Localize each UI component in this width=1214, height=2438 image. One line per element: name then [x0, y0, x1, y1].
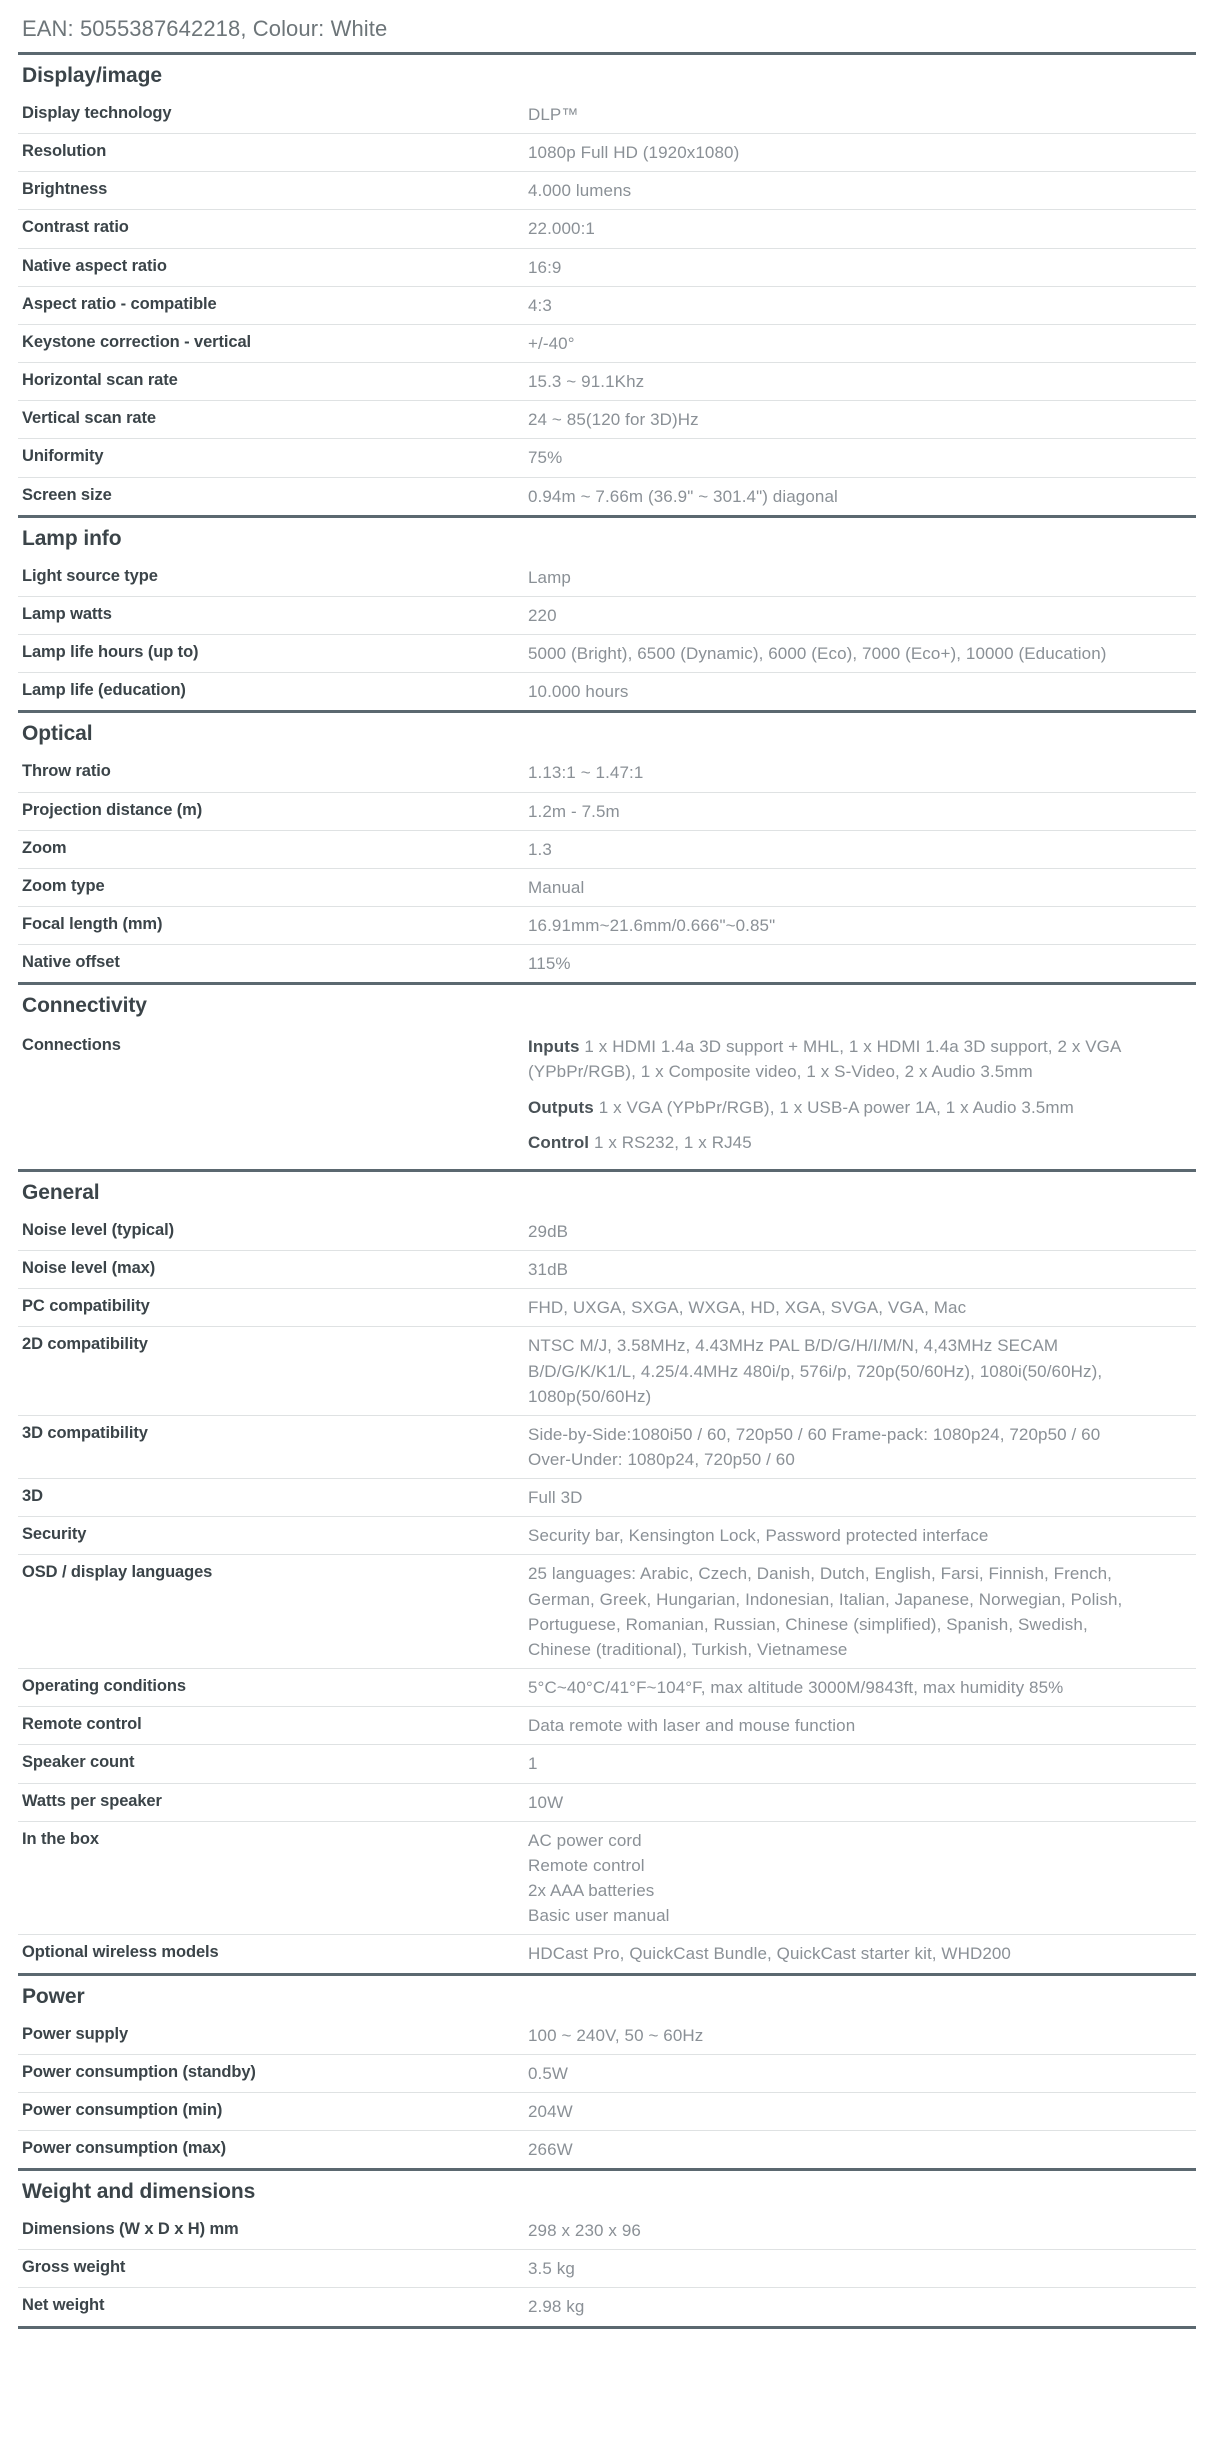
spec-label: 3D compatibility	[22, 1423, 148, 1442]
spec-row	[18, 1784, 1196, 1821]
spec-row	[18, 945, 1196, 982]
connection-group	[528, 1095, 1128, 1120]
spec-label: Focal length (mm)	[22, 914, 163, 933]
spec-row	[18, 1555, 1196, 1668]
spec-row	[18, 1707, 1196, 1744]
spec-value	[528, 1034, 1128, 1155]
spec-row	[18, 1289, 1196, 1326]
spec-value: Security bar, Kensington Lock, Password protected interface	[528, 1526, 989, 1546]
spec-value: Data remote with laser and mouse function	[528, 1716, 856, 1736]
spec-label: Light source type	[22, 566, 158, 585]
ean-colour-header: EAN: 5055387642218, Colour: White	[22, 16, 388, 41]
spec-label: 3D	[22, 1487, 43, 1506]
spec-label: Brightness	[22, 180, 108, 199]
spec-value: 204W	[528, 2101, 573, 2121]
spec-value: 266W	[528, 2139, 573, 2159]
section-title: Connectivity	[22, 994, 147, 1018]
spec-row	[18, 1213, 1196, 1250]
section-title: Power	[22, 1984, 85, 2008]
spec-row	[18, 478, 1196, 515]
connection-group-text: 1 x VGA (YPbPr/RGB), 1 x USB-A power 1A, 1 x Audio 3.5mm	[598, 1097, 1074, 1117]
spec-row	[18, 1935, 1196, 1972]
spec-label: Net weight	[22, 2296, 105, 2315]
section-title: General	[22, 1180, 100, 1204]
spec-row	[18, 907, 1196, 944]
spec-row	[18, 2288, 1196, 2325]
spec-row	[18, 134, 1196, 171]
connection-group-label: Control	[528, 1132, 590, 1152]
spec-label: Zoom	[22, 838, 67, 857]
spec-value: 1.2m - 7.5m	[528, 801, 620, 821]
spec-label: Uniformity	[22, 447, 104, 466]
spec-label: Operating conditions	[22, 1677, 186, 1696]
connection-group-label: Outputs	[528, 1097, 594, 1117]
spec-row	[18, 325, 1196, 362]
spec-row	[18, 2093, 1196, 2130]
spec-label: Noise level (typical)	[22, 1220, 174, 1239]
spec-value: 5000 (Bright), 6500 (Dynamic), 6000 (Eco), 7000 (Eco+), 10000 (Education)	[528, 644, 1107, 664]
spec-label: OSD / display languages	[22, 1563, 213, 1582]
spec-value: 220	[528, 605, 557, 625]
spec-value: 115%	[528, 954, 571, 974]
spec-label: Throw ratio	[22, 762, 111, 781]
spec-label: Remote control	[22, 1715, 142, 1734]
spec-row	[18, 1822, 1196, 1935]
spec-label: Aspect ratio - compatible	[22, 294, 217, 313]
spec-value: 22.000:1	[528, 219, 595, 239]
connection-group	[528, 1130, 1128, 1155]
spec-label: Contrast ratio	[22, 218, 129, 237]
spec-row	[18, 363, 1196, 400]
spec-value-line: Basic user manual	[528, 1906, 670, 1926]
spec-label: Lamp life hours (up to)	[22, 643, 199, 662]
spec-row	[18, 172, 1196, 209]
spec-row	[18, 210, 1196, 247]
spec-label: Keystone correction - vertical	[22, 332, 251, 351]
spec-label: Gross weight	[22, 2258, 126, 2277]
spec-value: 4:3	[528, 295, 552, 315]
spec-label: PC compatibility	[22, 1297, 150, 1316]
spec-value: +/-40°	[528, 333, 575, 353]
spec-value: 25 languages: Arabic, Czech, Danish, Dutch, English, Farsi, Finnish, French, German, Greek, Hungarian, Indonesian, Italian, Japanese, Norwegian, Polish, Portuguese, Romanian, Russian, Chinese (simplified), Spanish, Swedish, Chinese (traditional), Turkish, Vietnamese	[528, 1564, 1123, 1659]
spec-value: 2.98 kg	[528, 2297, 585, 2317]
spec-value	[528, 1828, 1196, 1929]
spec-value: 75%	[528, 448, 563, 468]
spec-label: Vertical scan rate	[22, 409, 156, 428]
spec-value: Manual	[528, 877, 585, 897]
spec-row	[18, 831, 1196, 868]
spec-label: Watts per speaker	[22, 1791, 162, 1810]
spec-value: 0.5W	[528, 2063, 569, 2083]
spec-label: Horizontal scan rate	[22, 371, 178, 390]
spec-label: Power supply	[22, 2024, 129, 2043]
spec-value: NTSC M/J, 3.58MHz, 4.43MHz PAL B/D/G/H/I/M/N, 4,43MHz SECAM B/D/G/K/K1/L, 4.25/4.4MHz 480i/p, 576i/p, 720p(50/60Hz), 1080i(50/60Hz), 1080p(50/60Hz)	[528, 1336, 1103, 1406]
spec-value: 5°C~40°C/41°F~104°F, max altitude 3000M/9843ft, max humidity 85%	[528, 1678, 1064, 1698]
spec-row	[18, 1026, 1196, 1169]
connection-group-text: 1 x RS232, 1 x RJ45	[593, 1132, 752, 1152]
spec-row	[18, 2055, 1196, 2092]
spec-row	[18, 635, 1196, 672]
spec-value: 1	[528, 1754, 538, 1774]
spec-value: 100 ~ 240V, 50 ~ 60Hz	[528, 2025, 704, 2045]
spec-row	[18, 96, 1196, 133]
spec-value-line: AC power cord	[528, 1830, 642, 1850]
spec-value: Full 3D	[528, 1488, 583, 1508]
spec-row	[18, 869, 1196, 906]
spec-value: 1080p Full HD (1920x1080)	[528, 143, 740, 163]
spec-label: Native offset	[22, 953, 120, 972]
spec-value: 31dB	[528, 1260, 569, 1280]
spec-label: Screen size	[22, 485, 112, 504]
section-title: Lamp info	[22, 526, 122, 550]
spec-value: 10.000 hours	[528, 682, 629, 702]
spec-label: Lamp life (education)	[22, 681, 186, 700]
spec-label: Noise level (max)	[22, 1259, 156, 1278]
spec-label: Native aspect ratio	[22, 256, 167, 275]
connection-group	[528, 1034, 1128, 1084]
spec-sections	[18, 52, 1196, 2329]
spec-row	[18, 1327, 1196, 1414]
spec-label: Zoom type	[22, 876, 105, 895]
spec-row	[18, 439, 1196, 476]
spec-label: Power consumption (max)	[22, 2138, 226, 2157]
section-title: Display/image	[22, 64, 162, 87]
spec-label: Dimensions (W x D x H) mm	[22, 2220, 239, 2239]
spec-label: Lamp watts	[22, 604, 112, 623]
spec-row	[18, 2212, 1196, 2249]
spec-row	[18, 2131, 1196, 2168]
spec-value: 4.000 lumens	[528, 181, 632, 201]
spec-label: Power consumption (min)	[22, 2100, 223, 2119]
spec-label: Power consumption (standby)	[22, 2062, 256, 2081]
spec-row	[18, 287, 1196, 324]
spec-label: Resolution	[22, 142, 107, 161]
spec-value: HDCast Pro, QuickCast Bundle, QuickCast starter kit, WHD200	[528, 1944, 1011, 1964]
spec-row	[18, 1251, 1196, 1288]
spec-value: 1.3	[528, 839, 552, 859]
spec-value-line: 2x AAA batteries	[528, 1881, 655, 1901]
spec-row	[18, 673, 1196, 710]
spec-row	[18, 1517, 1196, 1554]
spec-row	[18, 2250, 1196, 2287]
spec-value: 10W	[528, 1792, 564, 1812]
spec-label: Display technology	[22, 104, 172, 122]
spec-label: Security	[22, 1525, 87, 1544]
spec-value: Side-by-Side:1080i50 / 60, 720p50 / 60 Frame-pack: 1080p24, 720p50 / 60 Over-Under: 1080p24, 720p50 / 60	[528, 1424, 1101, 1469]
section-divider	[18, 2326, 1196, 2329]
spec-value: 29dB	[528, 1221, 569, 1241]
spec-row	[18, 249, 1196, 286]
spec-row	[18, 793, 1196, 830]
spec-value: 298 x 230 x 96	[528, 2221, 641, 2241]
spec-row	[18, 1479, 1196, 1516]
spec-value: 1.13:1 ~ 1.47:1	[528, 763, 644, 783]
spec-value: DLP™	[528, 105, 579, 124]
connection-group-label: Inputs	[528, 1037, 580, 1057]
section-title: Weight and dimensions	[22, 2180, 256, 2204]
spec-row	[18, 597, 1196, 634]
spec-value: 16.91mm~21.6mm/0.666"~0.85"	[528, 915, 776, 935]
spec-label: 2D compatibility	[22, 1335, 148, 1354]
spec-value: 3.5 kg	[528, 2259, 575, 2279]
section-title: Optical	[22, 722, 93, 746]
spec-row	[18, 754, 1196, 791]
spec-label: Optional wireless models	[22, 1943, 219, 1962]
spec-value: 0.94m ~ 7.66m (36.9" ~ 301.4") diagonal	[528, 486, 838, 506]
spec-row	[18, 401, 1196, 438]
spec-value: FHD, UXGA, SXGA, WXGA, HD, XGA, SVGA, VGA, Mac	[528, 1298, 967, 1318]
spec-value: 16:9	[528, 257, 562, 277]
connection-group-text: 1 x HDMI 1.4a 3D support + MHL, 1 x HDMI 1.4a 3D support, 2 x VGA (YPbPr/RGB), 1 x Composite video, 1 x S-Video, 2 x Audio 3.5mm	[528, 1037, 1121, 1082]
spec-value: 24 ~ 85(120 for 3D)Hz	[528, 410, 699, 430]
spec-value: Lamp	[528, 567, 571, 587]
spec-label: Speaker count	[22, 1753, 135, 1772]
spec-row	[18, 2017, 1196, 2054]
spec-row	[18, 1416, 1196, 1478]
spec-row	[18, 1669, 1196, 1706]
spec-label: Projection distance (m)	[22, 800, 203, 819]
spec-value-line: Remote control	[528, 1855, 645, 1875]
spec-row	[18, 559, 1196, 596]
spec-value: 15.3 ~ 91.1Khz	[528, 372, 645, 392]
spec-label: Connections	[22, 1036, 121, 1055]
spec-row	[18, 1745, 1196, 1782]
spec-label: In the box	[22, 1829, 99, 1848]
